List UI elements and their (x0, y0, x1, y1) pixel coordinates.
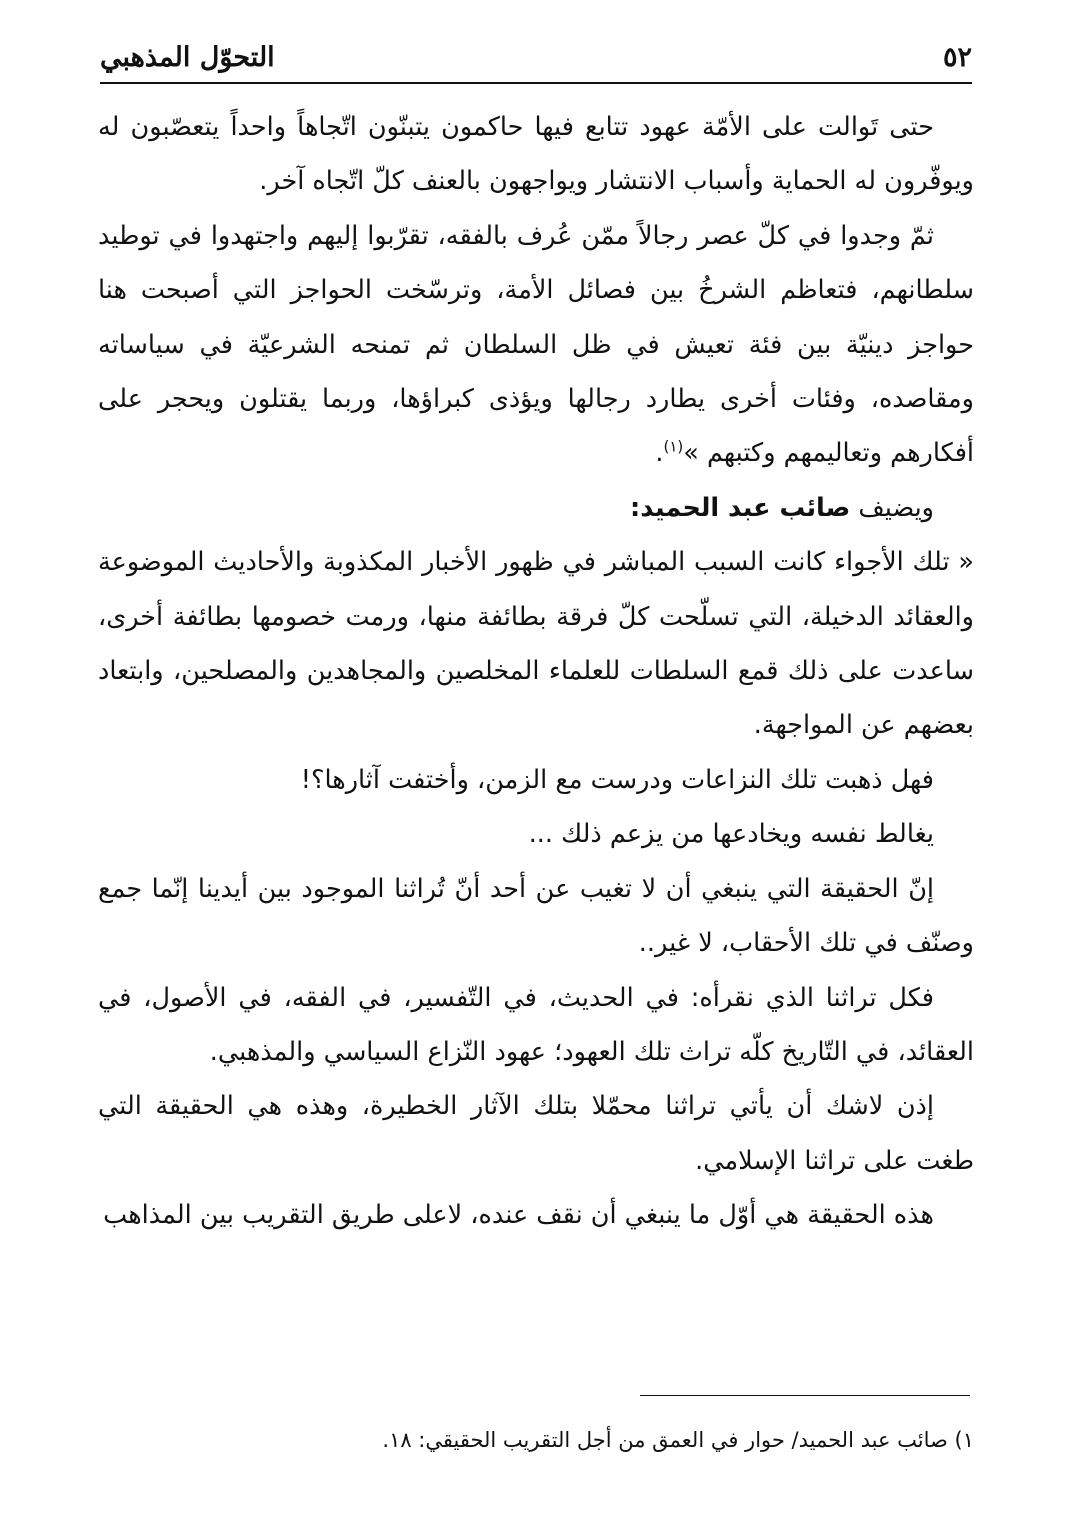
lead-in-text: ويضيف (858, 492, 934, 523)
paragraph (98, 209, 974, 481)
paragraph: هذه الحقيقة هي أوّل ما ينبغي أن نقف عنده، لاعلى طريق التقريب بين المذاهب (103, 1200, 934, 1231)
paragraph: إذن لاشك أن يأتي تراثنا محمّلا بتلك الآثار الخطيرة، وهذه هي الحقيقة التي طغت على تراثنا الإسلامي. (98, 1091, 974, 1176)
footnote-reference: (١) (663, 437, 684, 456)
paragraph-text: ثمّ وجدوا في كلّ عصر رجالاً ممّن عُرف بالفقه، تقرّبوا إليهم واجتهدوا في توطيد سلطانهم، فتعاظم الشرخُ بين فصائل الأمة، وترسّخت الحواجز التي أصبحت هنا حواجز دينيّة بين فئة تعيش في ظل السلطان ثم تمنحه الشرعيّة في سياساته ومقاصده، وفئات أخرى يطارد رجالها ويؤذى كبراؤها، وربما يقتلون ويحجر على أفكارهم وتعاليمهم وكتبهم » (98, 220, 974, 469)
paragraph: إنّ الحقيقة التي ينبغي أن لا تغيب عن أحد أنّ تُراثنا الموجود بين أيدينا إنّما جمع وصنّف في تلك الأحقاب، لا غير.. (98, 873, 974, 959)
paragraph: حتى تَوالت على الأمّة عهود تتابع فيها حاكمون يتبنّون اتّجاهاً واحداً يتعصّبون له ويوفّرون له الحماية وأسباب الانتشار ويواجهون بالعنف كلّ اتّجاه آخر. (98, 112, 974, 197)
paragraph: فكل تراثنا الذي نقرأه: في الحديث، في التّفسير، في الفقه، في الأصول، في العقائد، في التّاريخ كلّه تراث تلك العهود؛ عهود النّزاع السياسي والمذهبي. (98, 982, 974, 1067)
page-number: ٥٢ (942, 42, 972, 73)
main-text (98, 100, 974, 1243)
paragraph: فهل ذهبت تلك النزاعات ودرست مع الزمن، وأختفت آثارها؟! (300, 764, 934, 795)
page-header (100, 38, 972, 84)
paragraph-end: . (655, 438, 664, 469)
footnote-divider (640, 1395, 970, 1396)
footnote: ١) صائب عبد الحميد/ حوار في العمق من أجل التقريب الحقيقي: ١٨. (382, 1428, 974, 1452)
paragraph: يغالط نفسه ويخادعها من يزعم ذلك ... (528, 819, 934, 850)
paragraph (98, 481, 974, 535)
quote-paragraph: « تلك الأجواء كانت السبب المباشر في ظهور الأخبار المكذوبة والأحاديث الموضوعة والعقائد الدخيلة، التي تسلّحت كلّ فرقة بطائفة منها، ورمت خصومها بطائفة أخرى، ساعدت على ذلك قمع السلطات للعلماء المخلصين والمجاهدين والمصلحين، وابتعاد بعضهم عن المواجهة. (98, 547, 974, 741)
author-name: صائب عبد الحميد: (630, 492, 851, 523)
running-title: التحوّل المذهبي (100, 42, 275, 73)
